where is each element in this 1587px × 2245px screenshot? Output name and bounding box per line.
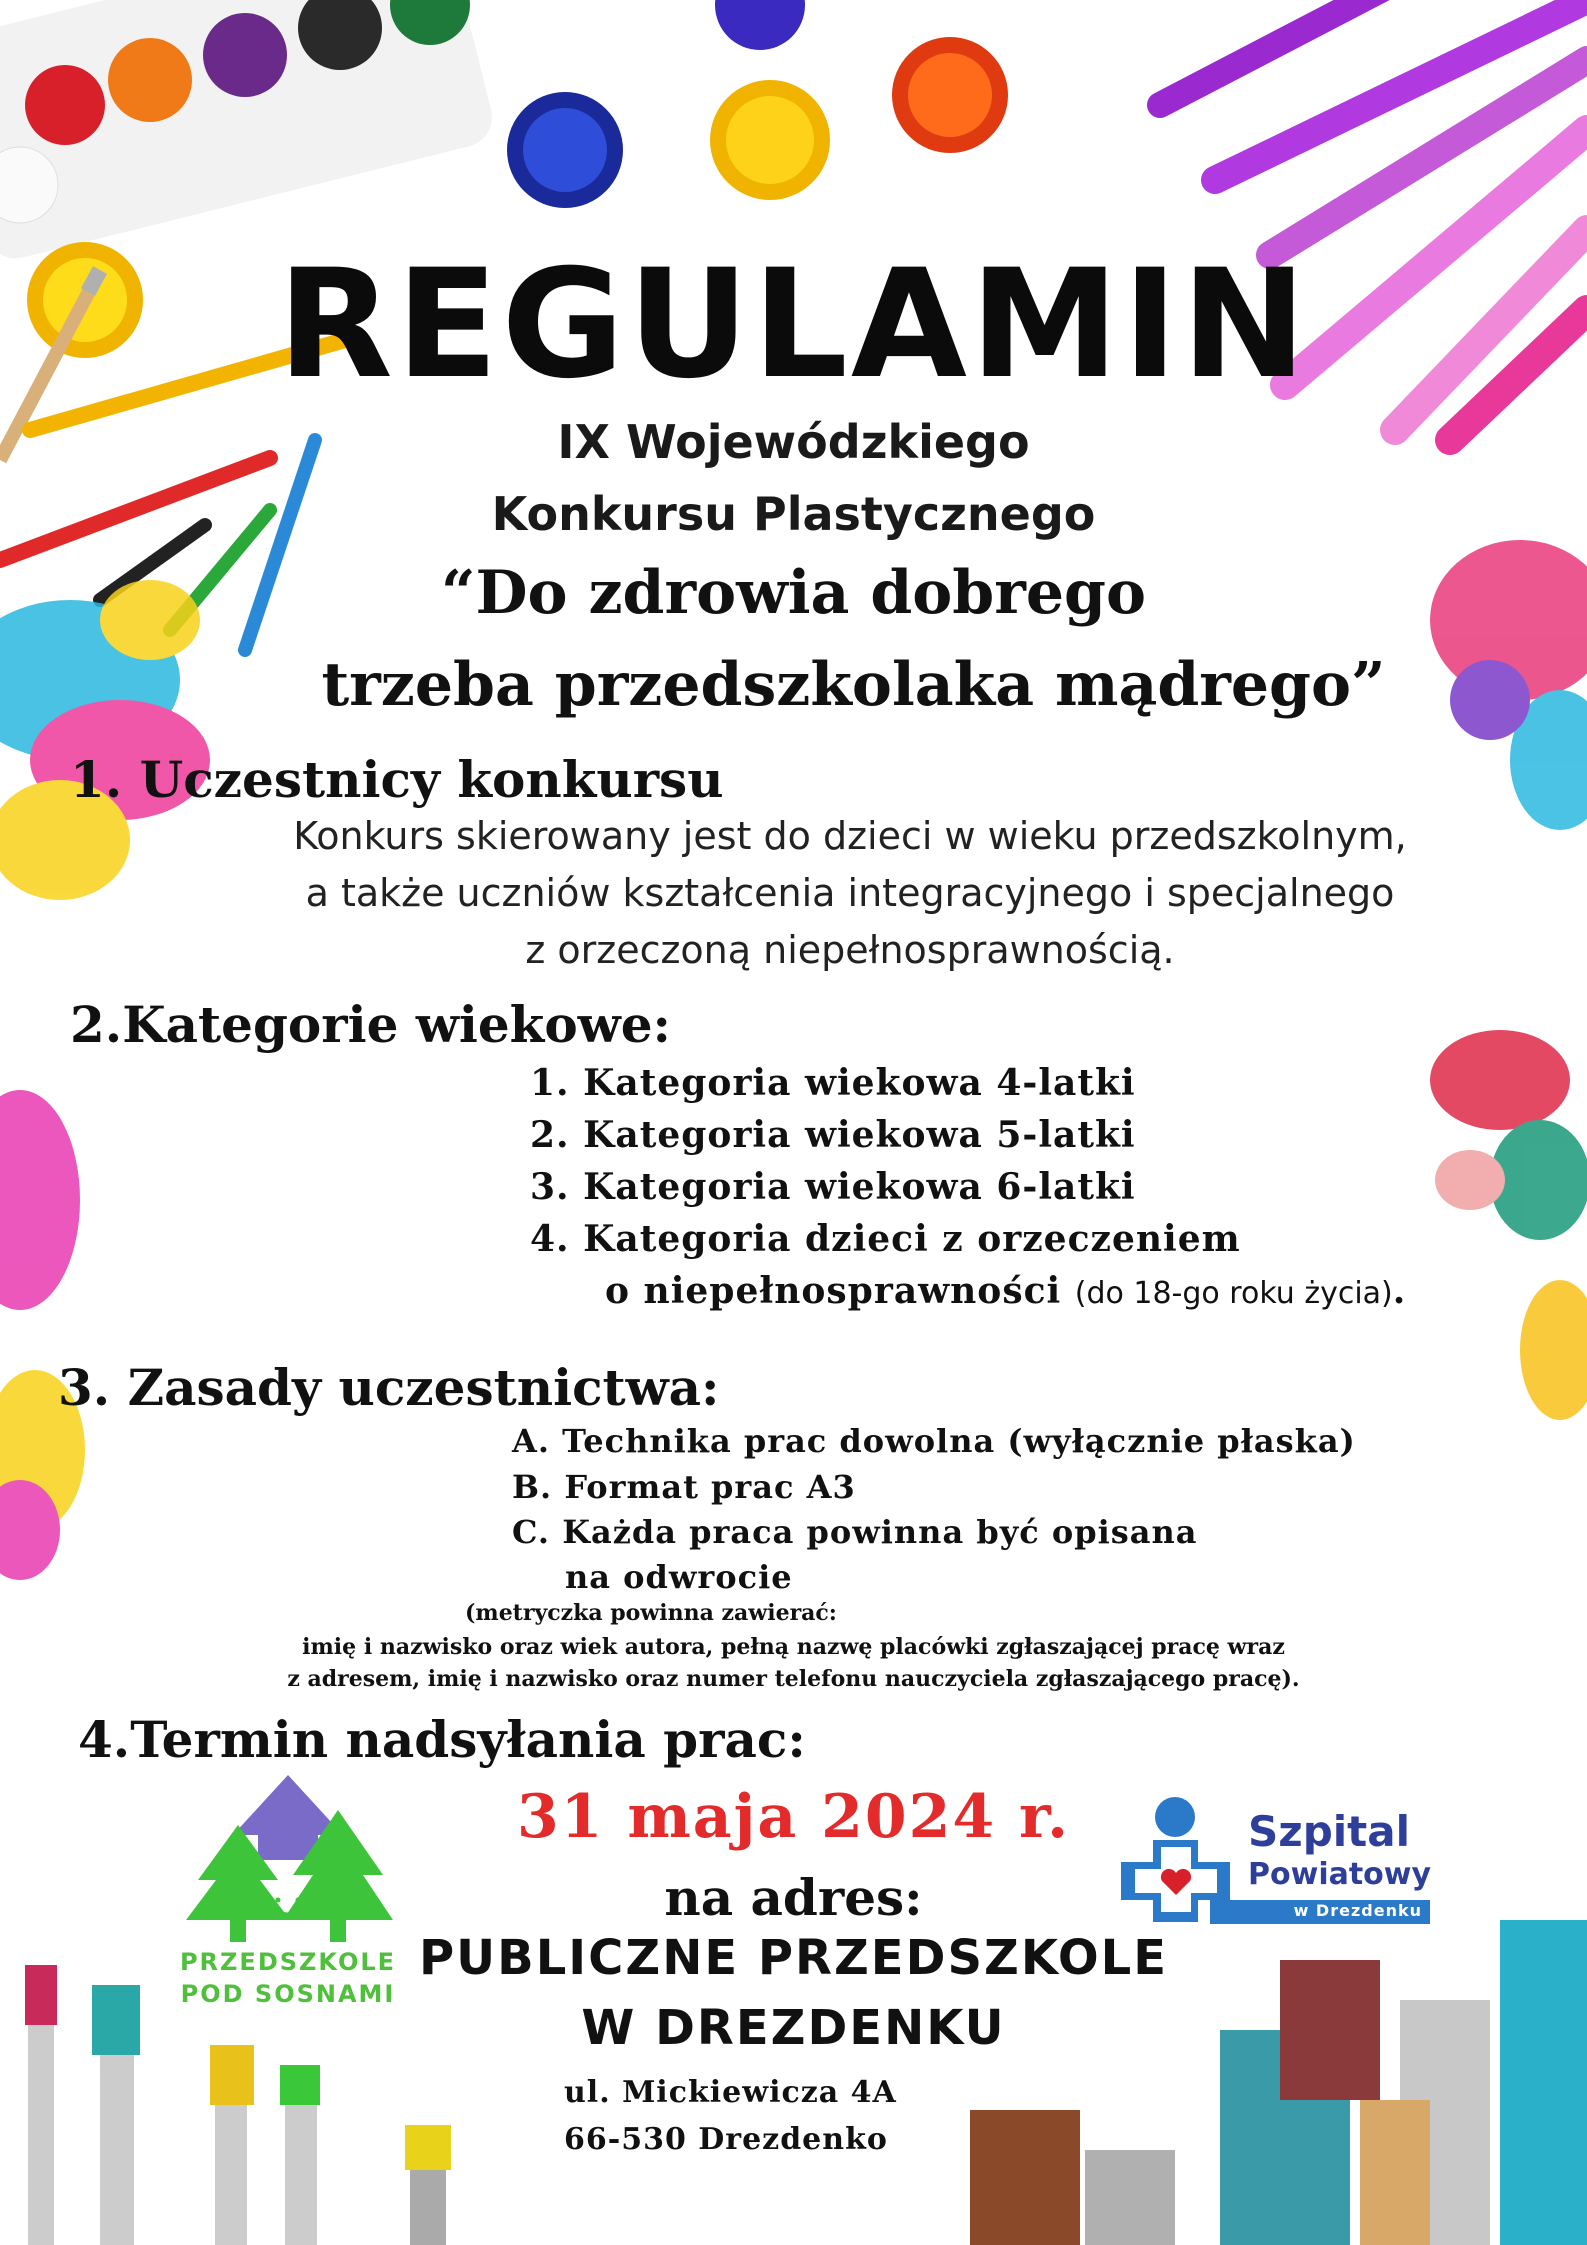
watercolor-palette-icon — [0, 0, 498, 265]
address-line2: W DREZDENKU — [581, 2000, 1006, 2056]
address-label: na adres: — [664, 1868, 923, 1927]
subtitle-line1: IX Wojewódzkiego — [557, 415, 1030, 469]
page-title: REGULAMIN — [277, 238, 1310, 412]
category-item4-end: . — [1392, 1270, 1407, 1312]
category-item4-cont: o niepełnosprawności — [605, 1270, 1062, 1312]
deadline-date: 31 maja 2024 r. — [516, 1782, 1071, 1852]
pine-trees-icon — [178, 1770, 398, 1945]
category-item: 2. Kategoria wiekowa 5-latki — [530, 1114, 1136, 1156]
category-item: 4. Kategoria dzieci z orzeczeniem — [530, 1218, 1241, 1260]
section1-line: a także uczniów kształcenia integracyjnego i specjalnego — [305, 871, 1395, 915]
hospital-logo-line3: w Drezdenku — [1293, 1901, 1422, 1920]
section1-line: z orzeczoną niepełnosprawnością. — [525, 928, 1175, 972]
rule-item: C. Każda praca powinna być opisana — [512, 1513, 1198, 1551]
preschool-logo-line1: PRZEDSZKOLE — [179, 1948, 397, 1976]
category-item: 1. Kategoria wiekowa 4-latki — [530, 1062, 1136, 1104]
rule-item: B. Format prac A3 — [512, 1468, 856, 1506]
preschool-logo-line2: POD SOSNAMI — [180, 1980, 396, 2008]
metryczka-line: z adresem, imię i nazwisko oraz numer telefonu nauczyciela zgłaszającego pracę). — [287, 1666, 1300, 1692]
metryczka-intro: (metryczka powinna zawierać: — [465, 1600, 837, 1626]
hospital-logo-line2: Powiatowy — [1248, 1857, 1432, 1892]
address-line1: PUBLICZNE PRZEDSZKOLE — [418, 1930, 1169, 1986]
section2-heading: 2.Kategorie wiekowe: — [70, 995, 671, 1054]
section4-heading: 4.Termin nadsyłania prac: — [78, 1710, 806, 1769]
subtitle-line2: Konkursu Plastycznego — [491, 487, 1096, 541]
rule-item: A. Technika prac dowolna (wyłącznie płaska) — [512, 1422, 1356, 1460]
address-street: ul. Mickiewicza 4A — [564, 2075, 897, 2110]
address-city: 66-530 Drezdenko — [564, 2122, 888, 2157]
hospital-logo-line1: Szpital — [1248, 1807, 1410, 1856]
motto-line2: trzeba przedszkolaka mądrego” — [321, 650, 1386, 720]
hospital-logo — [1113, 1795, 1433, 1925]
rule-item-continuation: na odwrocie — [565, 1558, 793, 1596]
category-item-continuation — [605, 1270, 1406, 1312]
category-item4-note: (do 18-go roku życia) — [1074, 1276, 1393, 1311]
motto-line1: “Do zdrowia dobrego — [441, 558, 1146, 628]
section1-heading: 1. Uczestnicy konkursu — [70, 750, 724, 809]
section1-line: Konkurs skierowany jest do dzieci w wieku przedszkolnym, — [293, 814, 1407, 858]
section1-body — [200, 808, 1500, 979]
category-item: 3. Kategoria wiekowa 6-latki — [530, 1166, 1136, 1208]
preschool-logo — [178, 1770, 398, 2020]
paint-splash-left-icon — [0, 580, 210, 1580]
section3-heading: 3. Zasady uczestnictwa: — [58, 1358, 720, 1417]
metryczka-line: imię i nazwisko oraz wiek autora, pełną nazwę placówki zgłaszającej pracę wraz — [302, 1634, 1285, 1660]
